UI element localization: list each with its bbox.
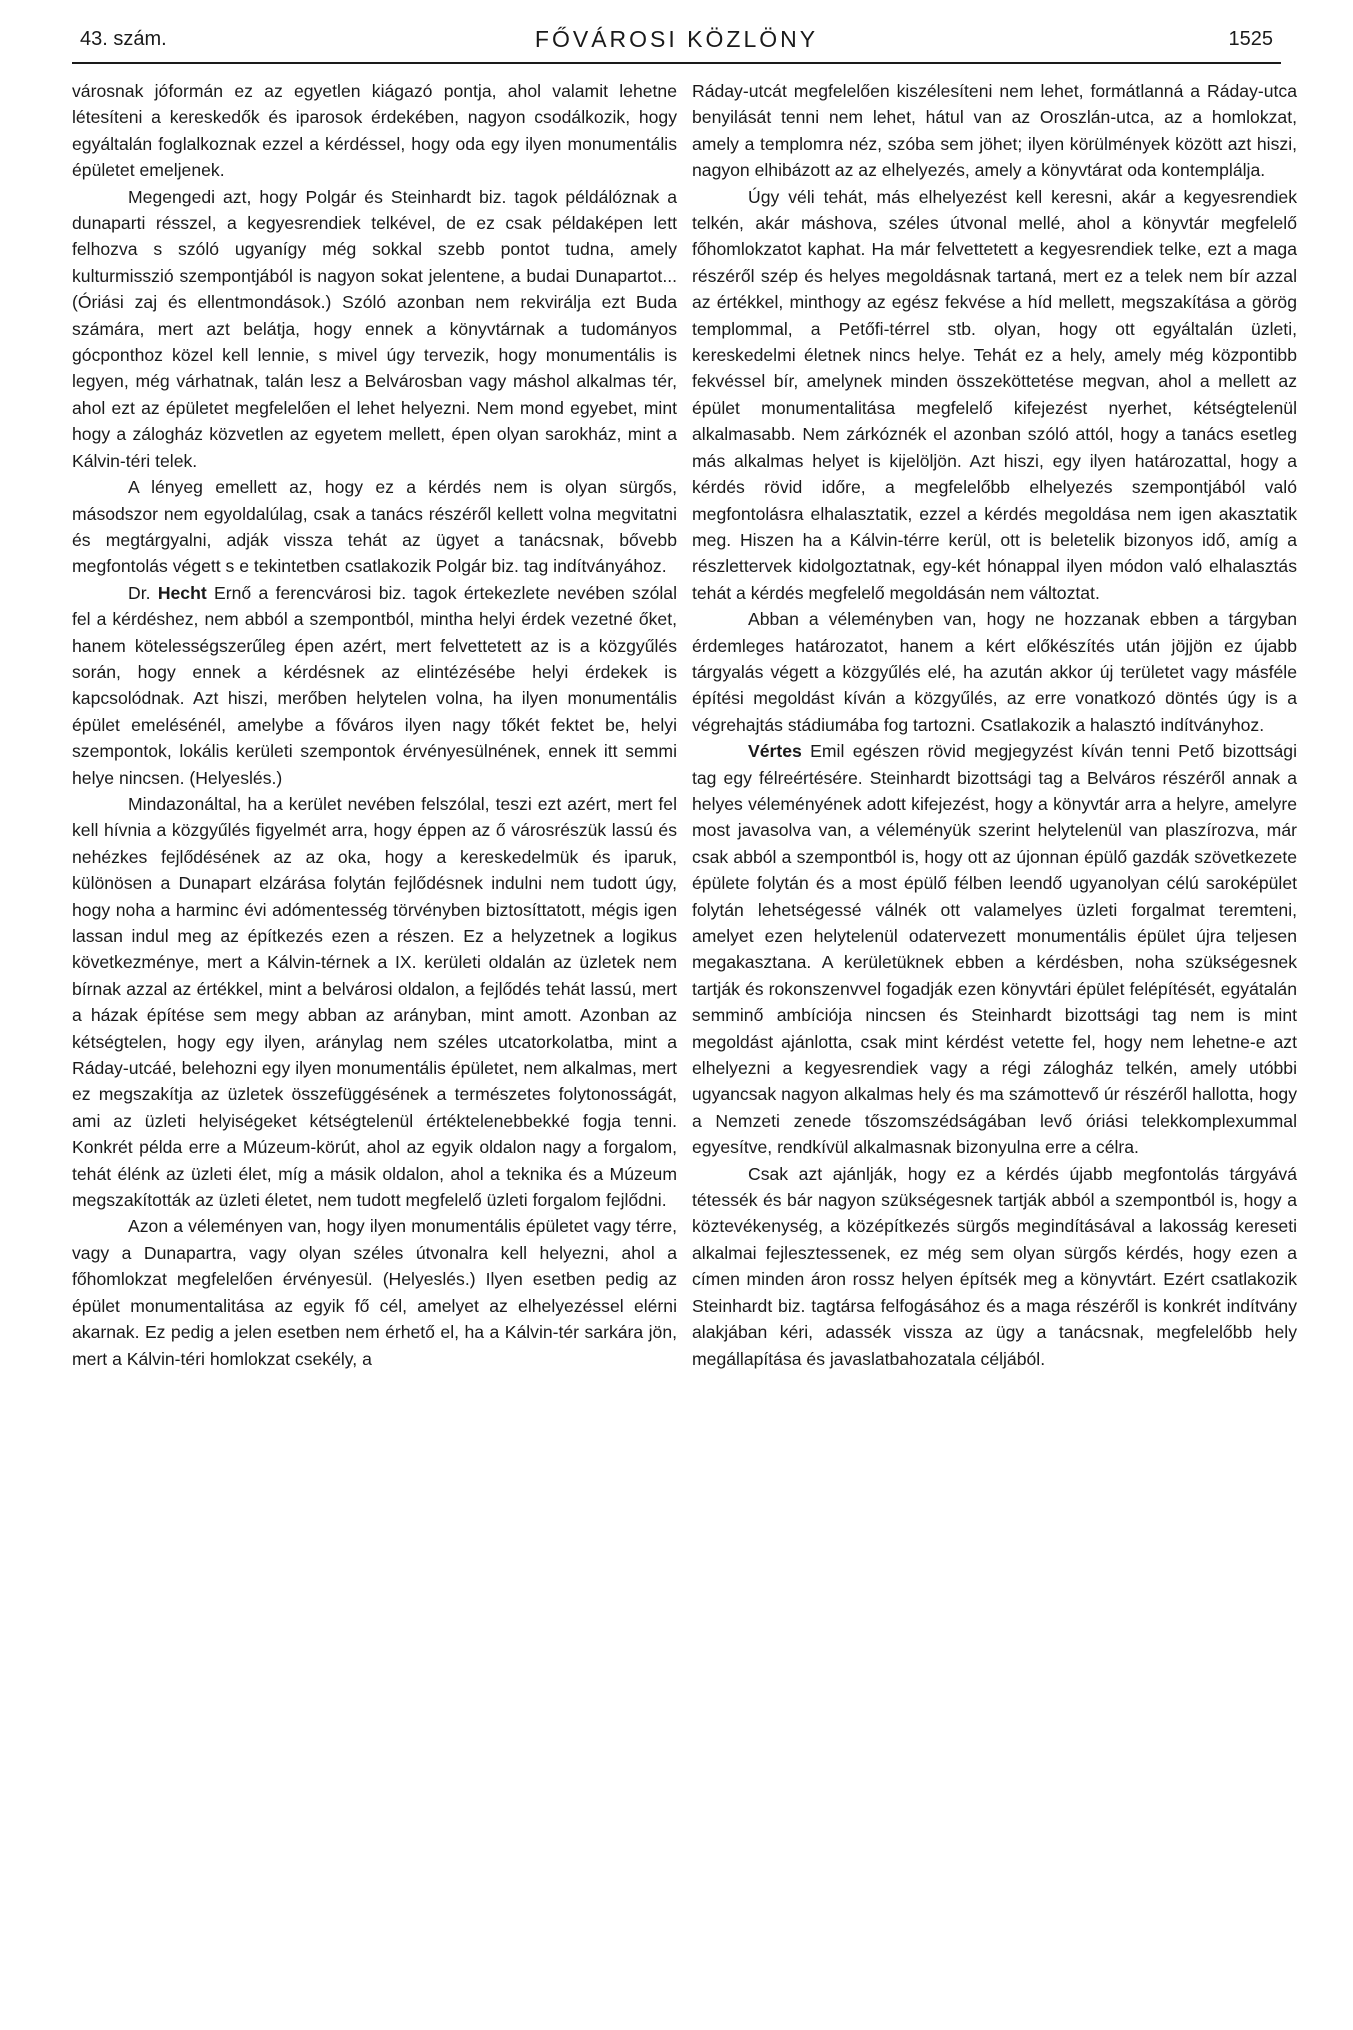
paragraph bbox=[72, 580, 677, 791]
paragraph-text: Ernő a ferencvárosi biz. tagok értekezlete nevében szólal fel a kérdéshez, nem abból a szempontból, mintha helyi érdek vezetné őket, hanem kötelességszerűleg épen azért, mert felvettetett az is a közgyűlés során, hogy ennek a kérdésnek az elintézésébe helyi érdekek is kapcsolódnak. Azt hiszi, merőben helytelen volna, ha ilyen monumentális épület emelésénél, amelybe a főváros ilyen nagy tőkét fektet be, helyi szempontok, lokális kerületi szempontok érvényesülnének, ennek itt semmi helye nincsen. (Helyeslés.) bbox=[72, 582, 678, 788]
issue-number: 43. szám. bbox=[80, 28, 167, 50]
paragraph: Ráday-utcát megfelelően kiszélesíteni nem lehet, formátlanná a Ráday-utca benyilását tenni nem lehet, hátul van az Oroszlán-utca, az a homlokzat, amely a templomra néz, szóba sem jöhet; ilyen körülmények között azt hiszi, nagyon elhibázott az az elhelyezés, amely a könyvtárat oda kontemplálja. bbox=[692, 81, 1297, 181]
paragraph-text: Emil egészen rövid megjegyzést kíván tenni Pető bizottsági tag egy félreértésére. Steinhardt bizottsági tag a Belváros részéről annak a helyes véleményének adott kifejezést, hogy a könyvtár arra a helyre, amelyre most javasolva van, a véleményük szerint helytelenül van plaszírozva, már csak abból a szempontból is, hogy ott az újonnan épülő gazdák szövetkezete épülete folytán és a most épülő félben leendő ugyanolyan célú saroképület folytán lehetségessé válnék ott valamelyes üzleti forgalmat teremteni, amelyet ezen helytelenül odatervezett monumentális épület újra teljesen megakasztana. A kerületüknek ebben a kérdésben, noha szükségesnek tartják és rokonszenvvel fogadják ezen könyvtári épület felépítését, egyátalán semminő ambíciója nincsen és Steinhardt bizottsági tag nem is mint megoldást ajánlotta, csak mint kérdést vetette fel, hogy nem lehetne-e azt elhelyezni a kegyesrendiek vagy a régi zálogház telkén, amely utóbbi ugyancsak nagyon alkalmas hely és ma számottevő úr részéről hallotta, hogy a Nemzeti zenede tőszomszédságában levő óriási telekkomplexummal egyesítve, rendkívül alkalmasnak bizonyulna erre a célra. bbox=[692, 741, 1297, 1158]
speaker-title: Dr. bbox=[128, 582, 151, 603]
paragraph: városnak jóformán ez az egyetlen kiágazó pontja, ahol valamit lehetne létesíteni a kereskedők és iparosok érdekében, nagyon csodálkozik, hogy egyáltalán foglalkoznak ezzel a kérdéssel, hogy oda egy ilyen monumentális épületet emeljenek. bbox=[72, 81, 677, 181]
paragraph: Csak azt ajánlják, hogy ez a kérdés újabb megfontolás tárgyává tétessék és bár nagyon szükségesnek tartják abból a szempontból is, hogy a köztevékenység, a középítkezés sürgős megindításával a lakosság kereseti alkalmai fejlesztessenek, ez még sem olyan sürgős kérdés, hogy ezen a címen minden áron rossz helyen építsék meg a könyvtárt. Ezért csatlakozik Steinhardt biz. tagtársa felfogásához és a maga részéről is konkrét indítvány alakjában kéri, adassék vissza az ügy a tanácsnak, megfelelőbb hely megállapítása és javaslatbahozatala céljából. bbox=[692, 1163, 1297, 1369]
publication-title: FŐVÁROSI KÖZLÖNY bbox=[534, 26, 819, 52]
speaker-name: Hecht bbox=[157, 582, 207, 603]
paragraph: A lényeg emellett az, hogy ez a kérdés nem is olyan sürgős, másodszor nem egyoldalúlag, csak a tanács részéről kellett volna megvitatni és megtárgyalni, adják vissza tehát az ügyet a tanácsnak, bővebb megfontolás végett s e tekintetben csatlakozik Polgár biz. tag indítványához. bbox=[72, 477, 677, 577]
paragraph: Mindazonáltal, ha a kerület nevében felszólal, teszi ezt azért, mert fel kell hívnia a közgyűlés figyelmét arra, hogy éppen az ő városrészük lassú és nehézkes fejlődésének az az oka, hogy a kereskedelmük és iparuk, különösen a Dunapart elzárása folytán fejlődésnek indulni nem tudott úgy, hogy noha a harminc évi adómentesség törvényben biztosíttatott, mégis igen lassan indul meg az építkezés ezen a részen. Ez a helyzetnek a logikus következménye, mert a Kálvin-térnek a IX. kerületi oldalán az üzletek nem bírnak azzal az értékkel, mint a belvárosi oldalon, a fejlődés tehát lassú, mert a házak építése sem megy abban az arányban, mint amott. Azonban az kétségtelen, hogy egy ilyen, aránylag nem széles utcatorkolatba, mint a Ráday-utcáé, belehozni egy ilyen monumentális épületet, nem alkalmas, mert ez megszakítja az üzletek összefüggésének a természetes folytonosságát, ami az üzleti helyiségeket kétségtelenül értéktelenebbekké fogja tenni. Konkrét példa erre a Múzeum-körút, ahol az egyik oldalon nagy a forgalom, tehát élénk az üzleti élet, míg a másik oldalon, ahol a teknika és a Múzeum megszakították az üzleti életet, nem tudott megfelelő üzleti forgalom fejlődni. bbox=[72, 793, 677, 1211]
paragraph: Azon a véleményen van, hogy ilyen monumentális épületet vagy térre, vagy a Dunapartra, vagy olyan széles útvonalra kell helyezni, ahol a főhomlokzat megfelelően érvényesül. (Helyeslés.) Ilyen esetben pedig az épület monumentalitása az egyik fő cél, amelyet az elhelyezéssel elérni akarnak. Ez pedig a jelen esetben nem érhető el, ha a Kálvin-tér sarkára jön, mert a Kálvin-téri homlokzat csekély, a bbox=[72, 1216, 677, 1369]
page-header bbox=[72, 22, 1281, 64]
paragraph: Megengedi azt, hogy Polgár és Steinhardt biz. tagok példálóznak a dunaparti résszel, a kegyesrendiek telkével, de ez csak példaképen lett felhozva s szóló ugyanígy még sokkal szebb pontot tudna, amely kulturmisszió szempontjából is nagyon sokat jelentene, a budai Dunapartot... (Óriási zaj és ellentmondások.) Szóló azonban nem rekvirálja ezt Buda számára, mert azt belátja, hogy ennek a könyvtárnak a tudományos gócponthoz közel kell lennie, s mivel úgy tervezik, hogy monumentális is legyen, még várhatnak, talán lesz a Belvárosban vagy máshol alkalmas tér, ahol ezt az épületet megfelelően el lehet helyezni. Nem mond egyebet, mint hogy a zálogház közvetlen az egyetem mellett, épen olyan sarokház, mint a Kálvin-téri telek. bbox=[72, 186, 677, 471]
paragraph bbox=[692, 738, 1297, 1161]
page-number: 1525 bbox=[1228, 28, 1273, 50]
right-column bbox=[692, 78, 1297, 1372]
paragraph: Abban a véleményben van, hogy ne hozzanak ebben a tárgyban érdemleges határozatot, hanem a kért előkészítés után jöjjön ez újabb tárgyalás végett a közgyűlés elé, ha azután akkor új területet vagy másféle építési megoldást kíván a közgyűlés, az erre vonatkozó döntés úgy is a végrehajtás stádiumába fog tartozni. Csatlakozik a halasztó indítványhoz. bbox=[692, 609, 1297, 735]
left-column bbox=[72, 78, 677, 1372]
speaker-name: Vértes bbox=[748, 741, 802, 762]
paragraph: Úgy véli tehát, más elhelyezést kell keresni, akár a kegyesrendiek telkén, akár máshova, széles útvonal mellé, ahol a könyvtár megfelelő főhomlokzatot kaphat. Ha már felvettetett a kegyesrendiek telke, ezt a maga részéről szép és helyes megoldásnak tartaná, mert ez a telek nem bír azzal az értékkel, minthogy az egész fekvése a híd mellett, megszakítása a görög templommal, a Petőfi-térrel stb. olyan, hogy ott egyáltalán üzleti, kereskedelmi életnek nincs helye. Tehát ez a hely, amely még központibb fekvéssel bír, amelynek minden összeköttetése megvan, ahol a mellett az épület monumentalitása megfelelő kifejezést nyerhet, kétségtelenül alkalmasabb. Nem zárkóznék el azonban szóló attól, hogy a tanács esetleg más alkalmas helyet is kijelöljön. Azt hiszi, egy ilyen határozattal, hogy a kérdés rövid időre, a megfelelőbb elhelyezés szempontjából való megfontolásra elhalasztatik, ezzel a kérdés megoldása nem igen akasztatik meg. Hiszen ha a Kálvin-térre kerül, ott is beletelik bizonyos idő, amíg a részlettervek kidolgoztatnak, egy-két hónappal ilyen módon való elhalasztás tehát a kérdés megfelelő megoldásán nem változtat. bbox=[692, 186, 1297, 603]
